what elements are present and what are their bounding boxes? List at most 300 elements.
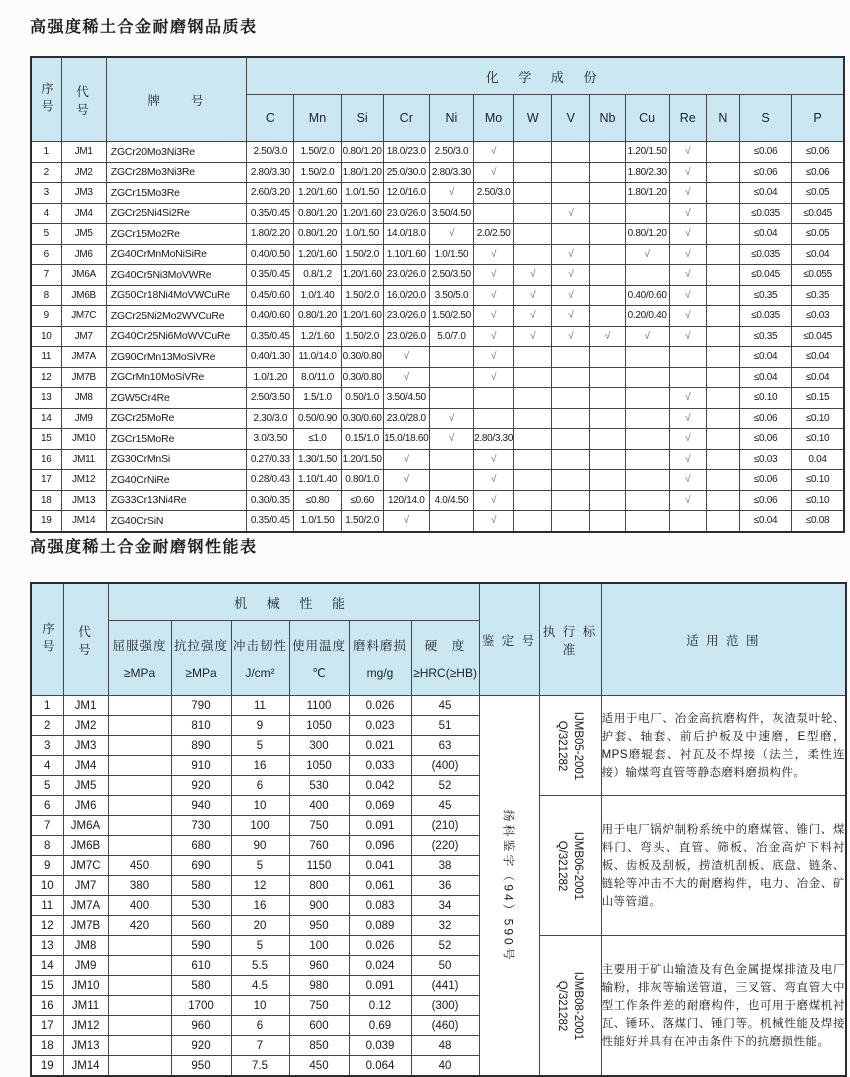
row-grade: ZGCr28Mo3Ni3Re: [106, 162, 247, 183]
chem-value: ≤0.03: [739, 449, 791, 470]
row-index: 18: [31, 1036, 63, 1056]
mech-value: (210): [411, 816, 479, 836]
row-index: 16: [31, 996, 63, 1016]
col-header-grade: 牌 号: [106, 57, 247, 142]
mech-value: [108, 836, 171, 856]
col-header-element: Cu: [625, 95, 669, 142]
mech-value: [108, 936, 171, 956]
chem-value: [514, 244, 552, 265]
row-grade: ZGCr15Mo2Re: [106, 224, 247, 245]
mech-value: 0.033: [349, 756, 411, 776]
mech-value: 750: [289, 996, 349, 1016]
col-header-tensile-strength: 抗拉强度 ≥MPa: [171, 621, 231, 696]
mech-value: 5.5: [231, 956, 289, 976]
row-code: JM9: [61, 408, 106, 429]
chem-value: [552, 511, 590, 532]
chem-value: 3.0/3.50: [247, 429, 294, 450]
chem-value: ≤0.04: [739, 347, 791, 368]
table-row: [31, 388, 844, 409]
table-row: [31, 162, 844, 183]
col-header-element: P: [792, 95, 844, 142]
chem-value: √: [669, 285, 706, 306]
mech-value: [108, 696, 171, 716]
chem-value: [590, 511, 625, 532]
row-index: 8: [31, 836, 63, 856]
chem-value: [669, 367, 706, 388]
chem-value: [625, 388, 669, 409]
mech-value: 0.091: [349, 816, 411, 836]
chem-value: 2.0/2.50: [474, 224, 514, 245]
chem-value: ≤0.05: [792, 224, 844, 245]
standard-code-line2: IJMB06-2001: [572, 831, 585, 900]
col-header-element: Ni: [429, 95, 473, 142]
chem-value: 2.50/3.0: [474, 183, 514, 204]
row-code: JM7B: [63, 916, 108, 936]
chem-value: [552, 429, 590, 450]
row-grade: ZGCr20Mo3Ni3Re: [106, 142, 247, 163]
chem-value: 0.80/1.20: [625, 224, 669, 245]
col-header-abrasion-loss: 磨料磨损 mg/g: [349, 621, 411, 696]
chem-value: [706, 142, 739, 163]
mech-value: 0.024: [349, 956, 411, 976]
chem-value: √: [552, 326, 590, 347]
table-row: [31, 224, 844, 245]
mech-value: 0.042: [349, 776, 411, 796]
chem-value: [706, 470, 739, 491]
chem-value: √: [625, 326, 669, 347]
row-code: JM9: [63, 956, 108, 976]
chem-value: [625, 203, 669, 224]
row-grade: ZG40CrNiRe: [106, 470, 247, 491]
chem-value: [474, 388, 514, 409]
col-header-seq: 序号: [31, 583, 63, 696]
chem-value: 1.80/1.20: [625, 183, 669, 204]
mech-value: 0.089: [349, 916, 411, 936]
mech-value: [108, 796, 171, 816]
chem-value: [706, 511, 739, 532]
chem-value: 16.0/20.0: [383, 285, 429, 306]
mech-value: 50: [411, 956, 479, 976]
mech-value: [108, 976, 171, 996]
row-index: 12: [31, 367, 61, 388]
chem-value: 3.50/5.0: [429, 285, 473, 306]
mech-value: 16: [231, 756, 289, 776]
mech-value: 750: [289, 816, 349, 836]
chem-value: ≤0.80: [294, 490, 341, 511]
chem-value: ≤0.15: [792, 388, 844, 409]
chem-value: ≤0.04: [739, 183, 791, 204]
chem-value: 0.30/0.80: [341, 347, 383, 368]
chem-value: √: [669, 490, 706, 511]
chem-value: √: [669, 203, 706, 224]
mech-value: 940: [171, 796, 231, 816]
chem-value: 23.0/28.0: [383, 408, 429, 429]
col-header-element: V: [552, 95, 590, 142]
chem-value: ≤0.10: [792, 408, 844, 429]
mech-value: 5: [231, 736, 289, 756]
mech-value: 900: [289, 896, 349, 916]
chem-value: 1.10/1.40: [294, 470, 341, 491]
row-index: 13: [31, 388, 61, 409]
chem-value: 4.0/4.50: [429, 490, 473, 511]
row-code: JM7B: [61, 367, 106, 388]
chem-value: √: [552, 244, 590, 265]
chem-value: 23.0/26.0: [383, 326, 429, 347]
col-header-element: Nb: [590, 95, 625, 142]
row-index: 4: [31, 756, 63, 776]
chem-value: √: [429, 429, 473, 450]
chem-value: 1.30/1.50: [294, 449, 341, 470]
row-code: JM2: [61, 162, 106, 183]
col-header-code: 代 号: [61, 57, 106, 142]
scope-cell: 主要用于矿山输渣及有色金属提煤排渣及电厂输粉，排灰等输送管道，三叉管、弯直管大中型工作条件差的耐磨构件，也可用于磨煤机衬瓦、锤环、落煤门、锤门等。机械性能及焊接性能好并具有在冲击条件下的抗磨损性能。: [601, 936, 846, 1077]
table-row: [31, 470, 844, 491]
mech-value: 0.061: [349, 876, 411, 896]
scope-cell: 用于电厂锅炉制粉系统中的磨煤管、锥门、煤料门、弯头、直管、筛板、冶金高炉下料衬板、齿板及刮板，捞渣机刮板、底盘、链条、链轮等冲击不大的耐磨构件，电力、冶金、矿山等管道。: [601, 796, 846, 936]
mech-value: 34: [411, 896, 479, 916]
mech-value: 890: [171, 736, 231, 756]
mech-value: 0.069: [349, 796, 411, 816]
table-row: [31, 347, 844, 368]
col-header-hardness: 硬 度 ≥HRC(≥HB): [411, 621, 479, 696]
chem-value: ≤0.045: [739, 265, 791, 286]
row-code: JM11: [61, 449, 106, 470]
row-grade: ZG90CrMn13MoSiVRe: [106, 347, 247, 368]
chem-value: ≤0.045: [792, 326, 844, 347]
chem-value: √: [669, 306, 706, 327]
mech-value: 36: [411, 876, 479, 896]
row-index: 15: [31, 429, 61, 450]
chem-value: √: [669, 470, 706, 491]
chem-value: ≤0.06: [739, 429, 791, 450]
chem-value: [552, 408, 590, 429]
chem-value: 0.40/0.50: [247, 244, 294, 265]
chem-value: √: [514, 326, 552, 347]
row-grade: ZGW5Cr4Re: [106, 388, 247, 409]
chem-value: [552, 490, 590, 511]
chem-value: √: [474, 306, 514, 327]
chem-value: 25.0/30.0: [383, 162, 429, 183]
mech-value: 0.096: [349, 836, 411, 856]
chem-value: [514, 162, 552, 183]
mech-value: 960: [171, 1016, 231, 1036]
chem-value: [590, 244, 625, 265]
chem-value: ≤0.04: [792, 367, 844, 388]
chem-value: 1.50/2.0: [341, 326, 383, 347]
mech-value: 680: [171, 836, 231, 856]
chem-value: ≤0.10: [739, 388, 791, 409]
mech-value: [108, 776, 171, 796]
table-row: [31, 796, 846, 816]
chem-value: ≤0.06: [739, 470, 791, 491]
chem-value: ≤0.04: [739, 511, 791, 532]
chem-value: 1.20/1.60: [294, 244, 341, 265]
chem-value: [706, 367, 739, 388]
chem-value: 0.8/1.2: [294, 265, 341, 286]
chem-value: √: [474, 347, 514, 368]
chem-value: √: [669, 224, 706, 245]
row-code: JM10: [61, 429, 106, 450]
chem-value: ≤0.06: [792, 142, 844, 163]
mech-value: 9: [231, 716, 289, 736]
table-row: [31, 265, 844, 286]
row-index: 11: [31, 347, 61, 368]
chem-value: 0.30/0.35: [247, 490, 294, 511]
table-row: [31, 408, 844, 429]
chem-value: 1.0/1.40: [294, 285, 341, 306]
mech-value: 690: [171, 856, 231, 876]
chem-value: 0.80/1.0: [341, 470, 383, 491]
col-header-cert: 鉴 定 号: [479, 583, 539, 696]
chem-value: [552, 224, 590, 245]
cert-number: 扬科鉴字（94）590号: [501, 808, 516, 963]
row-grade: ZG40Cr5Ni3MoVWRe: [106, 265, 247, 286]
table-row: [31, 367, 844, 388]
chem-value: [669, 347, 706, 368]
chem-value: [590, 347, 625, 368]
chem-value: √: [383, 449, 429, 470]
chem-value: [590, 183, 625, 204]
row-index: 6: [31, 796, 63, 816]
chem-value: 0.80/1.20: [341, 142, 383, 163]
col-header-scope: 适 用 范 围: [601, 583, 846, 696]
cert-number-cell: [479, 696, 539, 1077]
col-header-element: Mn: [294, 95, 341, 142]
row-index: 19: [31, 511, 61, 532]
chem-value: [514, 347, 552, 368]
chem-value: [590, 429, 625, 450]
mech-value: 10: [231, 996, 289, 1016]
chem-value: [514, 470, 552, 491]
mech-value: (400): [411, 756, 479, 776]
chem-value: [590, 490, 625, 511]
chem-value: 3.50/4.50: [383, 388, 429, 409]
chem-value: [474, 203, 514, 224]
row-grade: ZG30CrMnSi: [106, 449, 247, 470]
chem-value: [625, 367, 669, 388]
col-header-element: C: [247, 95, 294, 142]
mech-value: [108, 956, 171, 976]
chem-value: [514, 511, 552, 532]
chem-value: ≤0.05: [792, 183, 844, 204]
mech-value: 52: [411, 936, 479, 956]
col-group-chemistry: 化 学 成 份: [247, 57, 844, 95]
chem-value: 1.20/1.60: [341, 265, 383, 286]
row-code: JM6: [63, 796, 108, 816]
mech-value: 950: [171, 1056, 231, 1077]
row-code: JM5: [61, 224, 106, 245]
mech-value: 7: [231, 1036, 289, 1056]
chem-value: 14.0/18.0: [383, 224, 429, 245]
chem-value: √: [669, 142, 706, 163]
chem-value: [590, 449, 625, 470]
chem-value: √: [474, 265, 514, 286]
chem-value: ≤0.06: [792, 162, 844, 183]
mech-value: 0.083: [349, 896, 411, 916]
row-index: 5: [31, 776, 63, 796]
chem-value: 0.50/1.0: [341, 388, 383, 409]
standard-code-line2: IJMB08-2001: [572, 971, 585, 1040]
mech-value: 0.69: [349, 1016, 411, 1036]
chem-value: 2.50/3.50: [247, 388, 294, 409]
chem-value: √: [383, 347, 429, 368]
chem-value: [706, 388, 739, 409]
chem-value: 2.80/3.30: [429, 162, 473, 183]
chem-value: 1.0/1.50: [294, 511, 341, 532]
chem-value: √: [552, 203, 590, 224]
chem-value: [514, 449, 552, 470]
row-code: JM7: [63, 876, 108, 896]
table-row: [31, 511, 844, 532]
row-index: 4: [31, 203, 61, 224]
row-index: 10: [31, 326, 61, 347]
quality-table: [30, 56, 845, 533]
mech-value: 32: [411, 916, 479, 936]
mech-value: 52: [411, 776, 479, 796]
row-index: 15: [31, 976, 63, 996]
chem-value: [552, 388, 590, 409]
chem-value: √: [669, 326, 706, 347]
chem-value: [625, 511, 669, 532]
chem-value: √: [429, 408, 473, 429]
row-grade: ZG40Cr25Ni6MoWVCuRe: [106, 326, 247, 347]
chem-value: 5.0/7.0: [429, 326, 473, 347]
chem-value: 1.20/1.50: [341, 449, 383, 470]
chem-value: 0.30/0.80: [341, 367, 383, 388]
chem-value: 11.0/14.0: [294, 347, 341, 368]
chem-value: 1.0/1.50: [341, 224, 383, 245]
row-index: 8: [31, 285, 61, 306]
row-index: 2: [31, 162, 61, 183]
chem-value: √: [669, 244, 706, 265]
chem-value: √: [474, 470, 514, 491]
chem-value: √: [474, 326, 514, 347]
chem-value: ≤0.04: [739, 224, 791, 245]
row-grade: ZG50Cr18Ni4MoVWCuRe: [106, 285, 247, 306]
mech-value: 0.041: [349, 856, 411, 876]
chem-value: [552, 162, 590, 183]
mech-value: 1100: [289, 696, 349, 716]
mech-value: 40: [411, 1056, 479, 1077]
chem-value: 23.0/26.0: [383, 306, 429, 327]
row-code: JM8: [61, 388, 106, 409]
chem-value: √: [590, 326, 625, 347]
mech-value: 850: [289, 1036, 349, 1056]
row-index: 16: [31, 449, 61, 470]
mech-value: 0.064: [349, 1056, 411, 1077]
mech-value: (460): [411, 1016, 479, 1036]
row-code: JM11: [63, 996, 108, 1016]
mech-value: 610: [171, 956, 231, 976]
mech-value: 51: [411, 716, 479, 736]
mech-value: 760: [289, 836, 349, 856]
mech-value: 530: [289, 776, 349, 796]
chem-value: 3.50/4.50: [429, 203, 473, 224]
chem-value: √: [625, 244, 669, 265]
mech-value: 10: [231, 796, 289, 816]
chem-value: √: [474, 285, 514, 306]
row-code: JM1: [63, 696, 108, 716]
chem-value: 1.50/2.0: [341, 511, 383, 532]
chem-value: [590, 203, 625, 224]
chem-value: ≤0.35: [739, 285, 791, 306]
chem-value: [706, 306, 739, 327]
chem-value: [514, 490, 552, 511]
chem-value: √: [474, 511, 514, 532]
row-index: 1: [31, 696, 63, 716]
chem-value: 1.0/1.20: [247, 367, 294, 388]
standard-code-line1: Q/321282: [556, 720, 569, 771]
row-index: 13: [31, 936, 63, 956]
chem-value: 1.0/1.50: [341, 183, 383, 204]
row-code: JM6A: [61, 265, 106, 286]
mech-value: 920: [171, 776, 231, 796]
mech-value: 420: [108, 916, 171, 936]
mech-value: 910: [171, 756, 231, 776]
chem-value: ≤0.35: [739, 326, 791, 347]
mech-value: [108, 816, 171, 836]
row-index: 5: [31, 224, 61, 245]
chem-value: 1.50/2.0: [341, 244, 383, 265]
mech-value: 20: [231, 916, 289, 936]
mech-value: 0.023: [349, 716, 411, 736]
chem-value: [552, 449, 590, 470]
mech-value: 960: [289, 956, 349, 976]
chem-value: √: [514, 285, 552, 306]
chem-value: 2.60/3.20: [247, 183, 294, 204]
mech-value: 7.5: [231, 1056, 289, 1077]
chem-value: [706, 265, 739, 286]
chem-value: [514, 429, 552, 450]
chem-value: 0.35/0.45: [247, 326, 294, 347]
row-code: JM2: [63, 716, 108, 736]
mech-value: 45: [411, 796, 479, 816]
chem-value: ≤0.04: [739, 367, 791, 388]
mech-value: 560: [171, 916, 231, 936]
chem-value: √: [474, 367, 514, 388]
chem-value: [706, 285, 739, 306]
row-code: JM12: [61, 470, 106, 491]
chem-value: [590, 224, 625, 245]
row-grade: ZGCr15MoRe: [106, 429, 247, 450]
chem-value: [514, 183, 552, 204]
table-row: [31, 936, 846, 956]
row-code: JM6B: [63, 836, 108, 856]
chem-value: √: [669, 265, 706, 286]
chem-value: 8.0/11.0: [294, 367, 341, 388]
chem-value: 0.04: [792, 449, 844, 470]
scope-cell: 适用于电厂、冶金高抗磨构件，灰渣泵叶轮、护套、轴套、前后护板及中速磨，E型磨，MPS磨辊套、衬瓦及不焊接（法兰，柔性连接）输煤弯直管等静态磨料磨损构件。: [601, 696, 846, 796]
row-code: JM1: [61, 142, 106, 163]
chem-value: 1.20/1.60: [341, 203, 383, 224]
header-row: [31, 57, 844, 95]
chem-value: 1.50/2.50: [429, 306, 473, 327]
chem-value: [706, 162, 739, 183]
mech-value: 4.5: [231, 976, 289, 996]
chem-value: 1.2/1.60: [294, 326, 341, 347]
chem-value: [590, 306, 625, 327]
chem-value: [706, 429, 739, 450]
chem-value: √: [552, 285, 590, 306]
row-code: JM4: [61, 203, 106, 224]
chem-value: [590, 408, 625, 429]
chem-value: 2.80/3.30: [474, 429, 514, 450]
chem-value: ≤0.045: [792, 203, 844, 224]
mech-value: 48: [411, 1036, 479, 1056]
mech-value: 1700: [171, 996, 231, 1016]
chem-value: √: [474, 142, 514, 163]
chem-value: ≤0.06: [739, 162, 791, 183]
